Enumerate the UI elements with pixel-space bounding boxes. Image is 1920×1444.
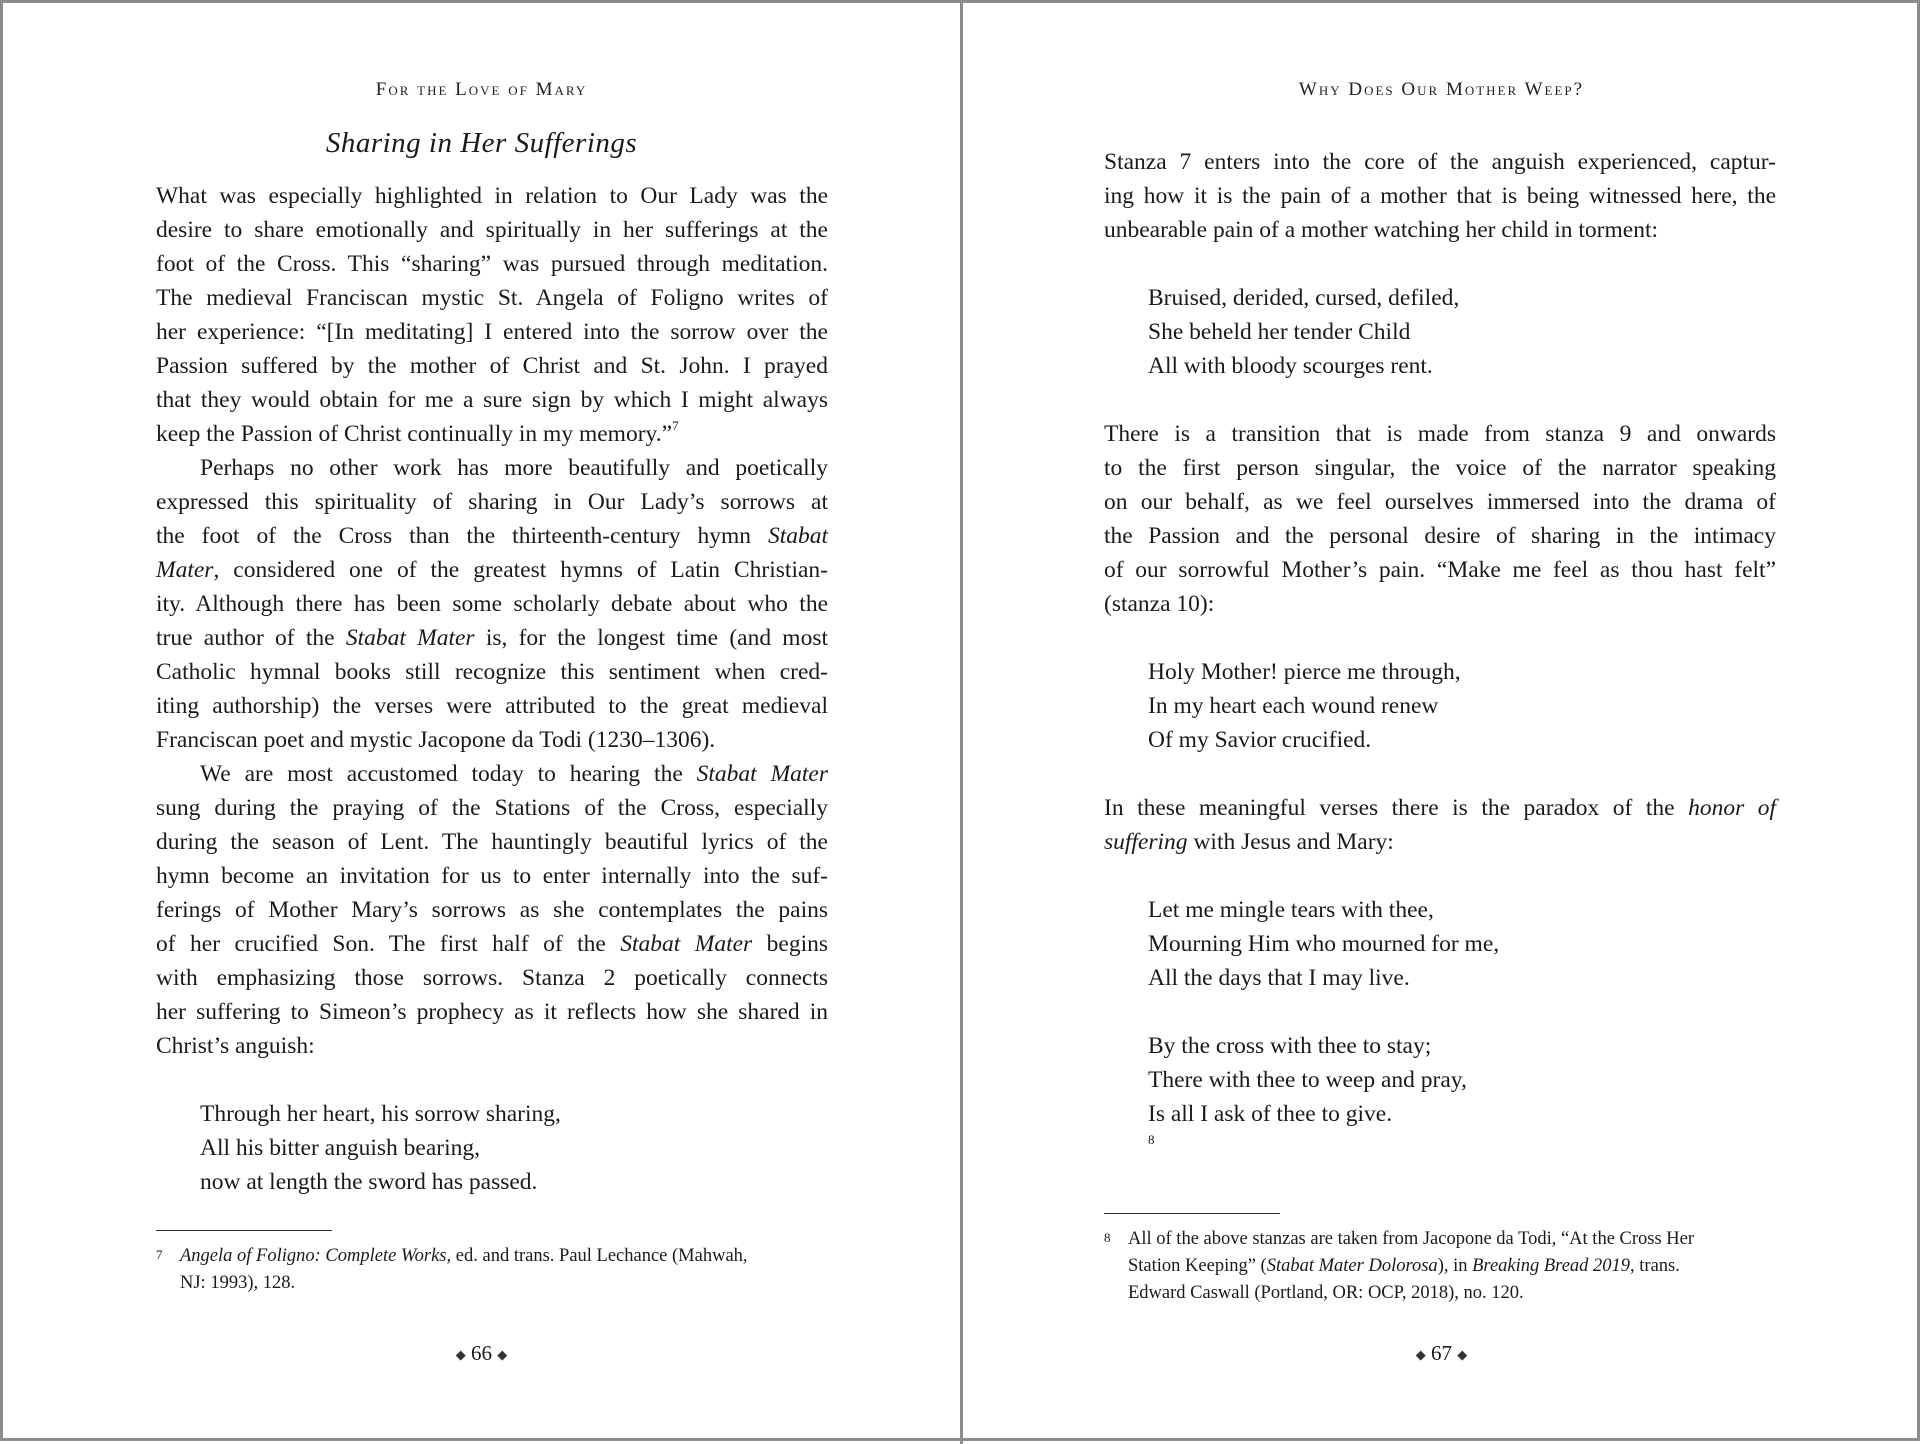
text-fragment: true author of the (156, 625, 335, 651)
text-line: desire to share emotionally and spiritually in her sufferings at the (156, 217, 828, 243)
paragraph-1 (156, 179, 828, 451)
text-line: ferings of Mother Mary’s sorrows as she contemplates the pains (156, 897, 828, 923)
paragraph-1 (1104, 145, 1776, 247)
verse-stanza (1104, 655, 1776, 757)
verse-line: All his bitter anguish bearing, (200, 1135, 480, 1161)
text-line: Perhaps no other work has more beautifully and poetically (200, 455, 828, 481)
footnote-line (1104, 1226, 1776, 1253)
verse-stanza (1104, 893, 1776, 995)
text-line: Stanza 7 enters into the core of the anguish experienced, captur- (1104, 149, 1776, 175)
right-page (963, 3, 1920, 1444)
verse-stanza (156, 1097, 828, 1199)
text-fragment: Station Keeping” ( (1128, 1256, 1267, 1276)
page-number: 66 (471, 1341, 492, 1365)
section-title: Sharing in Her Sufferings (325, 127, 638, 159)
footnote-rule (1104, 1213, 1280, 1214)
text-line: What was especially highlighted in relation to Our Lady was the (156, 183, 828, 209)
text-line: to the first person singular, the voice of the narrator speaking (1104, 455, 1776, 481)
verse-line: By the cross with thee to stay; (1148, 1033, 1432, 1059)
footnote-ref: 8 (1148, 1132, 1155, 1148)
running-head-right: Why Does Our Mother Weep? (1298, 79, 1585, 100)
footnote-rule (156, 1230, 332, 1231)
verse-line: In my heart each wound renew (1148, 693, 1439, 719)
text-line: sung during the praying of the Stations of the Cross, especially (156, 795, 828, 821)
left-body (156, 179, 828, 1199)
verse-line: There with thee to weep and pray, (1148, 1067, 1467, 1093)
text-line (1104, 791, 1776, 825)
verse-stanza (1104, 1029, 1776, 1165)
italic-title: Stabat Mater (620, 931, 753, 957)
ornament-icon: ◆ (1415, 1347, 1426, 1363)
text-fragment: We are most accustomed today to hearing the (200, 761, 683, 787)
text-line: the Passion and the personal desire of sharing in the intimacy (1104, 523, 1776, 549)
verse-stanza (1104, 281, 1776, 383)
verse-line: Holy Mother! pierce me through, (1148, 659, 1461, 685)
text-line: of our sorrowful Mother’s pain. “Make me feel as thou hast felt” (1104, 557, 1776, 583)
footnote-line: NJ: 1993), 128. (180, 1273, 296, 1293)
right-body (1104, 145, 1776, 1165)
text-line: her suffering to Simeon’s prophecy as it reflects how she shared in (156, 999, 828, 1025)
footnote-line: Edward Caswall (Portland, OR: OCP, 2018), no. 120. (1128, 1283, 1524, 1303)
running-head-left: For the Love of Mary (375, 79, 588, 100)
text-line: iting authorship) the verses were attributed to the great medieval (156, 693, 828, 719)
verse-line: Let me mingle tears with thee, (1148, 897, 1434, 923)
italic-title: Stabat Mater (696, 761, 828, 787)
verse-line: All the days that I may live. (1148, 965, 1410, 991)
italic-title: Stabat Mater (345, 625, 475, 651)
paragraph-2 (156, 451, 828, 757)
ornament-icon: ◆ (455, 1347, 466, 1363)
text-fragment: is, for the longest time (and most (485, 625, 829, 651)
text-line: during the season of Lent. The hauntingly beautiful lyrics of the (156, 829, 828, 855)
footnote-ref: 7 (672, 418, 679, 434)
paragraph-3 (1104, 791, 1776, 859)
ornament-icon: ◆ (1457, 1347, 1468, 1363)
italic-phrase: suffering (1104, 829, 1188, 855)
paragraph-3 (156, 757, 828, 1063)
text-line: Christ’s anguish: (156, 1033, 315, 1059)
footnote-number: 7 (156, 1247, 163, 1262)
verse-line: All with bloody scourges rent. (1148, 353, 1433, 379)
italic-phrase: honor of (1688, 795, 1776, 821)
ornament-icon: ◆ (497, 1347, 508, 1363)
footnote-number: 8 (1104, 1230, 1111, 1245)
text-line (156, 519, 828, 553)
text-line (156, 417, 828, 451)
paragraph-2 (1104, 417, 1776, 621)
text-fragment: , considered one of the greatest hymns of Latin Christian- (213, 557, 828, 583)
text-line: ing how it is the pain of a mother that is being witnessed here, the (1104, 183, 1776, 209)
text-line: with emphasizing those sorrows. Stanza 2 poetically connects (156, 965, 828, 991)
verse-line (1148, 1097, 1776, 1165)
text-fragment: with Jesus and Mary: (1193, 829, 1394, 855)
text-fragment: Is all I ask of thee to give. (1148, 1101, 1393, 1127)
text-line: (stanza 10): (1104, 591, 1215, 617)
text-line: The medieval Franciscan mystic St. Angela of Foligno writes of (156, 285, 828, 311)
text-line: on our behalf, as we feel ourselves immersed into the drama of (1104, 489, 1776, 515)
text-line: Catholic hymnal books still recognize this sentiment when cred- (156, 659, 828, 685)
text-fragment: of her crucified Son. The first half of the (156, 931, 606, 957)
text-fragment: , ed. and trans. Paul Lechance (Mahwah, (446, 1246, 748, 1266)
page-number: 67 (1431, 1341, 1452, 1365)
footnote (156, 1243, 828, 1297)
text-fragment: the foot of the Cross than the thirteenth-century hymn (156, 523, 751, 549)
footnote-line (156, 1243, 828, 1270)
verse-line: now at length the sword has passed. (200, 1169, 538, 1195)
italic-title: Stabat (767, 523, 829, 549)
text-line: hymn become an invitation for us to enter internally into the suf- (156, 863, 828, 889)
text-fragment: ), in (1437, 1256, 1468, 1276)
verse-line: She beheld her tender Child (1148, 319, 1411, 345)
text-line (156, 621, 828, 655)
page-number-right (963, 1341, 1920, 1366)
page-number-left (3, 1341, 960, 1366)
verse-line: Through her heart, his sorrow sharing, (200, 1101, 561, 1127)
italic-title: Stabat Mater Dolorosa (1266, 1256, 1438, 1276)
text-line: that they would obtain for me a sure sign by which I might always (156, 387, 828, 413)
text-line: her experience: “[In meditating] I entered into the sorrow over the (156, 319, 828, 345)
italic-title: Breaking Bread 2019 (1472, 1256, 1631, 1276)
text-line (1104, 825, 1776, 859)
text-line: Franciscan poet and mystic Jacopone da Todi (1230–1306). (156, 727, 716, 753)
verse-line: Mourning Him who mourned for me, (1148, 931, 1500, 957)
text-fragment: begins (766, 931, 828, 957)
verse-line: Of my Savior crucified. (1148, 727, 1372, 753)
text-line: unbearable pain of a mother watching her child in torment: (1104, 217, 1659, 243)
text-line: ity. Although there has been some scholarly debate about who the (156, 591, 828, 617)
text-line: Passion suffered by the mother of Christ and St. John. I prayed (156, 353, 828, 379)
text-fragment: , trans. (1630, 1256, 1680, 1276)
italic-title: Angela of Foligno: Complete Works (180, 1246, 447, 1266)
text-fragment: All of the above stanzas are taken from Jacopone da Todi, “At the Cross Her (1128, 1229, 1695, 1249)
text-line (156, 927, 828, 961)
footnote (1104, 1226, 1776, 1307)
text-line (156, 757, 828, 791)
verse-line: Bruised, derided, cursed, defiled, (1148, 285, 1460, 311)
text-line (156, 553, 828, 587)
text-fragment: In these meaningful verses there is the paradox of the (1104, 795, 1675, 821)
text-line: expressed this spirituality of sharing in Our Lady’s sorrows at (156, 489, 828, 515)
text-fragment: keep the Passion of Christ continually in my memory.” (156, 421, 673, 447)
text-line: foot of the Cross. This “sharing” was pursued through meditation. (156, 251, 828, 277)
left-page (3, 3, 960, 1444)
footnote-line (1104, 1253, 1776, 1280)
text-line: There is a transition that is made from stanza 9 and onwards (1104, 421, 1776, 447)
italic-title: Mater (156, 557, 214, 583)
